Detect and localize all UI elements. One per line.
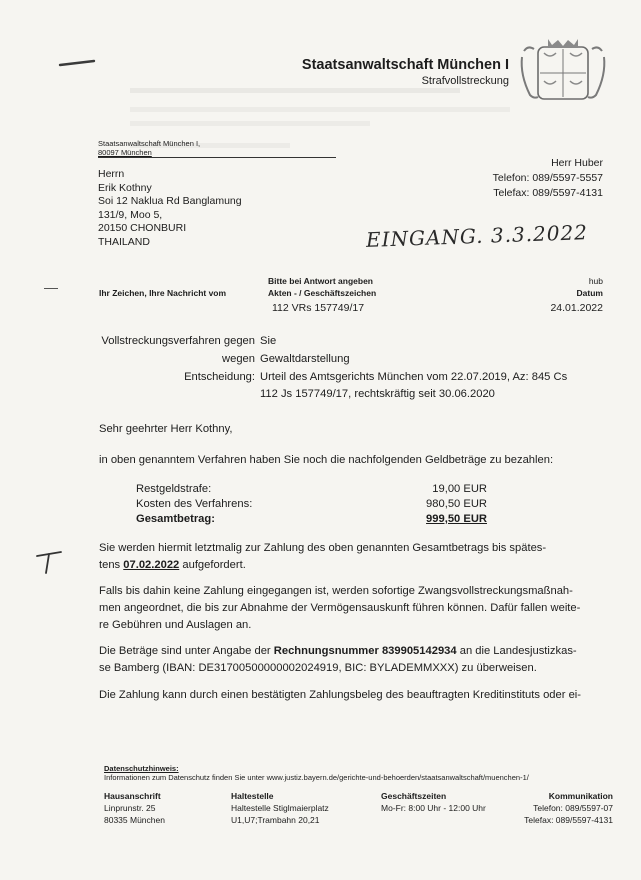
contact-phone: Telefon: 089/5597-5557 xyxy=(492,172,603,184)
total-label: Gesamtbetrag: xyxy=(136,513,215,525)
recipient-salutation: Herrn xyxy=(98,168,125,180)
address-line-1: Linprunstr. 25 xyxy=(104,803,156,813)
sender-city: 80097 München xyxy=(98,148,152,157)
stop-line-2: U1,U7;Trambahn 20,21 xyxy=(231,815,320,825)
recipient-building: 131/9, Moo 5, xyxy=(98,208,163,221)
date-label: Datum xyxy=(576,288,603,298)
handwritten-margin-mark xyxy=(34,548,64,576)
privacy-title: Datenschutzhinweis: xyxy=(104,764,179,773)
intro-paragraph: in oben genanntem Verfahren haben Sie noch die nachfolgenden Geldbeträge zu bezahlen: xyxy=(99,454,554,466)
bleed-through-line xyxy=(130,121,370,126)
total-value: 999,50 EUR xyxy=(426,513,487,525)
proceeding-label-against: Vollstreckungsverfahren gegen xyxy=(101,335,255,347)
communication-title: Kommunikation xyxy=(548,791,613,801)
amount-value-costs: 980,50 EUR xyxy=(426,498,487,510)
stop-title: Haltestelle xyxy=(231,791,274,801)
amount-label-fine: Restgeldstrafe: xyxy=(136,483,212,495)
proceeding-label-decision: Entscheidung: xyxy=(184,371,255,383)
invoice-number: Rechnungsnummer 839905142934 xyxy=(273,645,457,657)
payment-line-1 xyxy=(99,643,577,660)
department-name: Strafvollstreckung xyxy=(421,75,509,87)
our-reference-value: 112 VRs 157749/17 xyxy=(272,302,365,314)
amount-value-fine: 19,00 EUR xyxy=(432,483,487,495)
payment-text-prefix: Die Beträge sind unter Angabe der xyxy=(99,645,274,657)
proceeding-value-decision-2: 112 Js 157749/17, rechtskräftig seit 30.06.2020 xyxy=(260,388,495,400)
payment-proof-line: Die Zahlung kann durch einen bestätigten Zahlungsbeleg des beauftragten Kreditinstituts oder ei- xyxy=(99,689,581,701)
your-reference-label: Ihr Zeichen, Ihre Nachricht vom xyxy=(99,288,227,298)
bleed-through-line xyxy=(130,88,460,93)
authority-name: Staatsanwaltschaft München I xyxy=(301,57,509,73)
proceeding-value-decision-1: Urteil des Amtsgerichts München vom 22.07.2019, Az: 845 Cs xyxy=(260,371,568,383)
payment-text-suffix: an die Landesjustizkas- xyxy=(456,645,577,657)
sender-rule xyxy=(98,157,336,158)
communication-fax: Telefax: 089/5597-4131 xyxy=(524,815,613,825)
address-title: Hausanschrift xyxy=(104,791,161,801)
deadline-line-1: Sie werden hiermit letztmalig zur Zahlung des oben genannten Gesamtbetrags bis spätes- xyxy=(99,542,547,554)
handwritten-receipt-note: EINGANG. 3.3.2022 xyxy=(365,220,589,252)
warning-line-1: Falls bis dahin keine Zahlung eingegangen ist, werden sofortige Zwangsvollstreckungsmaßnah- xyxy=(99,585,573,597)
amount-label-costs: Kosten des Verfahrens: xyxy=(136,498,253,510)
recipient-country: THAILAND xyxy=(98,235,150,248)
recipient-name: Erik Kothny xyxy=(98,181,152,194)
proceeding-value-reason: Gewaltdarstellung xyxy=(260,353,350,365)
greeting: Sehr geehrter Herr Kothny, xyxy=(99,423,233,435)
stop-line-1: Haltestelle Stiglmaierplatz xyxy=(231,803,329,813)
proceeding-label-reason: wegen xyxy=(222,353,255,365)
deadline-line-2 xyxy=(99,557,246,574)
contact-fax: Telefax: 089/5597-4131 xyxy=(493,187,603,199)
pen-scribble xyxy=(58,56,98,70)
our-reference-label-2: Akten - / Geschäftszeichen xyxy=(268,288,377,298)
bleed-through-line xyxy=(130,107,510,112)
hours-line-1: Mo-Fr: 8:00 Uhr - 12:00 Uhr xyxy=(381,803,486,813)
sender-name: Staatsanwaltschaft München I, xyxy=(98,139,201,148)
recipient-postal-city: 20150 CHONBURI xyxy=(98,222,187,234)
contact-person: Herr Huber xyxy=(551,157,603,169)
privacy-text: Informationen zum Datenschutz finden Sie unter www.justiz.bayern.de/gerichte-und-behoerden/staatsanwaltschaft/muenchen-1/ xyxy=(104,773,529,782)
clerk-abbreviation: hub xyxy=(588,276,603,286)
address-line-2: 80335 München xyxy=(104,815,165,825)
our-reference-label-1: Bitte bei Antwort angeben xyxy=(268,276,373,286)
recipient-address xyxy=(98,168,242,249)
warning-line-3: re Gebühren und Auslagen an. xyxy=(99,619,252,631)
communication-phone: Telefon: 089/5597-07 xyxy=(533,803,613,813)
proceeding-value-against: Sie xyxy=(260,335,277,347)
coat-of-arms-emblem xyxy=(518,37,608,103)
deadline-text-suffix: aufgefordert. xyxy=(179,559,246,571)
date-value: 24.01.2022 xyxy=(550,302,603,314)
warning-line-2: men angeordnet, die bis zur Abnahme der Vermögensauskunft führen können. Dafür fallen weite- xyxy=(99,602,581,614)
recipient-street: Soi 12 Naklua Rd Banglamung xyxy=(98,195,242,207)
deadline-text-prefix: tens xyxy=(99,559,124,571)
payment-line-2: se Bamberg (IBAN: DE31700500000002024919, BIC: BYLADEMMXXX) zu überweisen. xyxy=(99,662,537,674)
margin-fold-mark xyxy=(44,288,58,289)
hours-title: Geschäftszeiten xyxy=(381,791,447,801)
deadline-date: 07.02.2022 xyxy=(123,559,180,571)
